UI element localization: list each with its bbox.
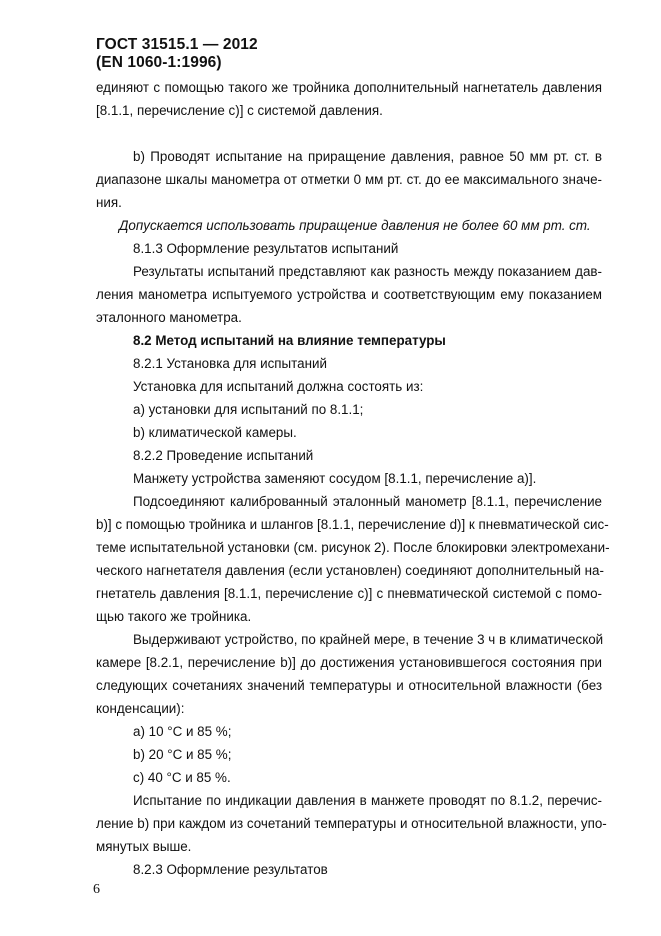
text-line: ния. [96, 195, 122, 210]
list-item: а) установки для испытаний по 8.1.1; [133, 402, 364, 417]
text-line: конденсации): [96, 701, 185, 716]
page-number: 6 [93, 882, 100, 897]
text-line: Манжету устройства заменяют сосудом [8.1.1, перечисление а)]. [133, 471, 537, 486]
text-line: Результаты испытаний представляют как разность между показанием дав- [133, 264, 602, 279]
text-line: теме испытательной установки (см. рисунок 2). После блокировки электромехани- [96, 540, 610, 555]
text-line: камере [8.2.1, перечисление b)] до достижения установившегося состояния при [96, 655, 602, 670]
text-line: [8.1.1, перечисление с)] с системой давления. [96, 103, 383, 118]
section-heading: 8.1.3 Оформление результатов испытаний [133, 241, 399, 256]
text-line: единяют с помощью такого же тройника дополнительный нагнетатель давления [96, 80, 602, 95]
text-line: Подсоединяют калиброванный эталонный манометр [8.1.1, перечисление [133, 494, 602, 509]
text-line: ческого нагнетателя давления (если установлен) соединяют дополнительный на- [96, 563, 604, 578]
text-line: Выдерживают устройство, по крайней мере, в течение 3 ч в климатической [133, 632, 604, 647]
text-line: Установка для испытаний должна состоять из: [133, 379, 424, 394]
section-heading: 8.2 Метод испытаний на влияние температуры [133, 333, 446, 348]
text-line: диапазоне шкалы манометра от отметки 0 мм рт. ст. до ее максимального значе- [96, 172, 602, 187]
list-item: b) 20 °С и 85 %; [133, 747, 232, 762]
text-line: ление b) при каждом из сочетаний температуры и относительной влажности, упо- [96, 816, 607, 831]
text-line: мянутых выше. [96, 839, 192, 854]
text-line: ления манометра испытуемого устройства и соответствующим ему показанием [96, 287, 602, 302]
text-line: эталонного манометра. [96, 310, 242, 325]
section-heading: 8.2.1 Установка для испытаний [133, 356, 327, 371]
text-line: гнетатель давления [8.1.1, перечисление с)] с пневматической системой с помо- [96, 586, 602, 601]
text-line: b)] с помощью тройника и шлангов [8.1.1, перечисление d)] к пневматической сис- [96, 517, 609, 532]
list-item: b) климатической камеры. [133, 425, 297, 440]
text-line: Испытание по индикации давления в манжете проводят по 8.1.2, перечис- [133, 793, 602, 808]
list-item: с) 40 °С и 85 %. [133, 770, 231, 785]
section-heading: 8.2.3 Оформление результатов [133, 862, 328, 877]
text-line: b) Проводят испытание на приращение давления, равное 50 мм рт. ст. в [133, 149, 602, 164]
text-line: следующих сочетаниях значений температуры и относительной влажности (без [96, 678, 602, 693]
standard-number: ГОСТ 31515.1 — 2012 [96, 36, 258, 53]
document-header [96, 36, 258, 72]
standard-equivalent: (EN 1060-1:1996) [96, 54, 222, 71]
list-item: а) 10 °С и 85 %; [133, 724, 232, 739]
section-heading: 8.2.2 Проведение испытаний [133, 448, 314, 463]
text-line: щью такого же тройника. [96, 609, 252, 624]
note-line: Допускается использовать приращение давления не более 60 мм рт. ст. [119, 218, 591, 233]
